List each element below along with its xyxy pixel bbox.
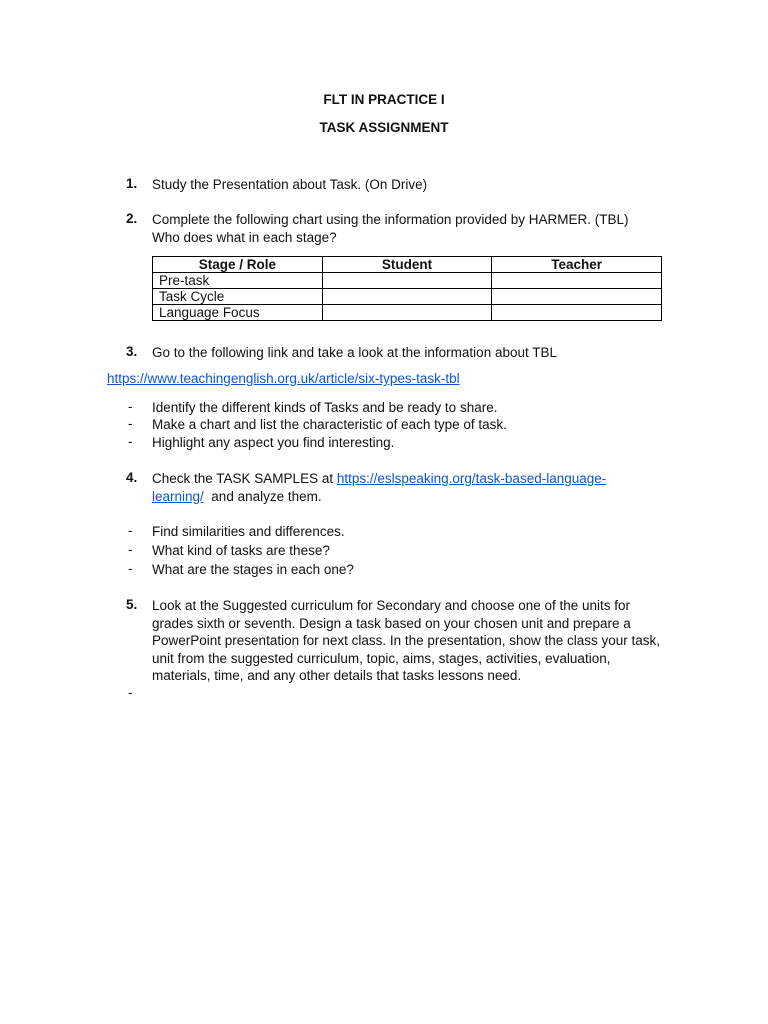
document-title: FLT IN PRACTICE I: [323, 92, 445, 107]
item-2-line-2: Who does what in each stage?: [152, 229, 337, 245]
bullet-dash: -: [128, 542, 133, 557]
table-row: [153, 305, 662, 321]
bullet-dash: -: [128, 399, 133, 414]
bullet-3-3: Highlight any aspect you find interesting.: [152, 435, 395, 450]
item-2-line-1: Complete the following chart using the information provided by HARMER. (TBL): [152, 212, 629, 227]
document-subtitle: TASK ASSIGNMENT: [319, 120, 449, 135]
eslspeaking-link[interactable]: https://eslspeaking.org/task-based-language-: [336, 471, 607, 486]
bullet-4-3: What are the stages in each one?: [152, 562, 354, 577]
eslspeaking-link-continued[interactable]: learning/: [152, 488, 204, 504]
chart-header-stage-role: Stage / Role: [153, 257, 323, 273]
item-3-number: 3.: [126, 344, 138, 359]
bullet-dash: -: [128, 523, 133, 538]
item-2-number: 2.: [126, 211, 138, 226]
bullet-dash: -: [128, 434, 133, 449]
table-row: [153, 289, 662, 305]
item-4-text: [152, 470, 672, 505]
stage-role-chart: [152, 256, 662, 321]
chart-header-teacher: Teacher: [492, 257, 662, 273]
bullet-3-2: Make a chart and list the characteristic of each type of task.: [152, 417, 507, 432]
chart-cell-student: [322, 289, 492, 305]
bullet-dash: -: [128, 416, 133, 431]
chart-cell-teacher: [492, 273, 662, 289]
item-4-text-before: Check the TASK SAMPLES at: [152, 471, 337, 486]
bullet-dash: -: [128, 685, 133, 700]
chart-cell-teacher: [492, 305, 662, 321]
item-1-number: 1.: [126, 176, 138, 191]
table-row: [153, 273, 662, 289]
chart-cell-student: [322, 305, 492, 321]
bullet-3-1: Identify the different kinds of Tasks and be ready to share.: [152, 400, 498, 415]
item-4-text-after: and analyze them.: [203, 488, 322, 504]
chart-cell-stage: Language Focus: [153, 305, 323, 321]
bullet-4-1: Find similarities and differences.: [152, 524, 345, 539]
chart-cell-stage: Task Cycle: [153, 289, 323, 305]
chart-cell-stage: Pre-task: [153, 273, 323, 289]
chart-cell-teacher: [492, 289, 662, 305]
chart-header-row: [153, 257, 662, 273]
bullet-dash: -: [128, 561, 133, 576]
teachingenglish-link[interactable]: https://www.teachingenglish.org.uk/article/six-types-task-tbl: [107, 371, 460, 386]
item-2-text: [152, 211, 672, 246]
bullet-4-2: What kind of tasks are these?: [152, 543, 330, 558]
item-1-text: Study the Presentation about Task. (On Drive): [152, 177, 428, 192]
chart-header-student: Student: [322, 257, 492, 273]
item-4-number: 4.: [126, 470, 138, 485]
chart-cell-student: [322, 273, 492, 289]
item-3-text: Go to the following link and take a look at the information about TBL: [152, 345, 557, 360]
item-5-number: 5.: [126, 597, 138, 612]
item-5-text: Look at the Suggested curriculum for Secondary and choose one of the units for grades sixth or seventh. Design a task based on your chosen unit and prepare a PowerPoint presentation for next class. In the presentation, show the class your task, unit from the suggested curriculum, topic, aims, stages, activities, evaluation, materials, time, and any other details that tasks lessons need.: [152, 598, 661, 683]
